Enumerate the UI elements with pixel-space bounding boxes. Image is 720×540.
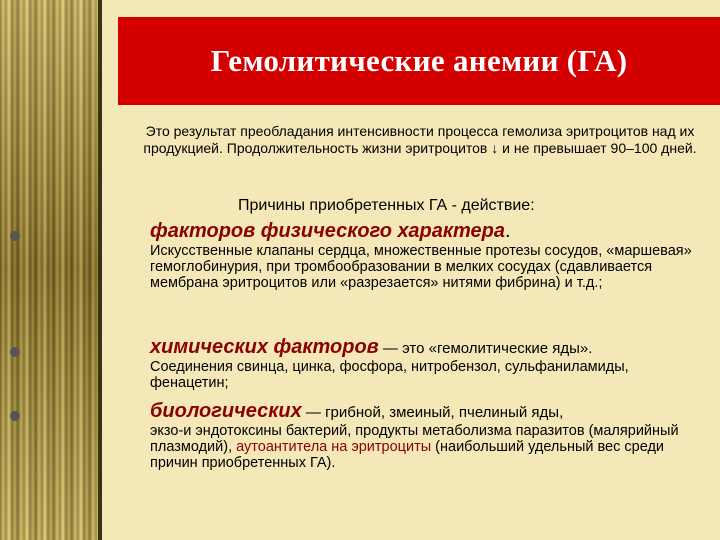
decorative-divider xyxy=(98,0,102,540)
cause-lead xyxy=(150,400,710,423)
causes-heading: Причины приобретенных ГА - действие: xyxy=(238,197,535,214)
title-banner xyxy=(118,17,720,105)
cause-description: Искусственные клапаны сердца, множественные протезы сосудов, «маршевая» гемоглобинурия, при тромбообразовании в мелких сосудах (сдавливается мембрана эритроцитов или «разрезается» нитями фибрина) и т.д.; xyxy=(150,243,692,291)
cause-lead-emphasis: биологических xyxy=(150,400,302,422)
cause-lead-suffix: — это «гемолитические яды». xyxy=(378,340,593,357)
cause-description-part: экзо-и эндотоксины бактерий, продукты метаболизма паразитов (малярийный плазмодий), xyxy=(150,423,679,455)
cause-lead xyxy=(150,220,710,243)
cause-item-chemical xyxy=(150,336,710,391)
cause-lead-suffix: . xyxy=(505,220,511,242)
cause-lead-emphasis: факторов физического характера xyxy=(150,220,505,242)
decorative-gold-bar xyxy=(0,0,98,540)
cause-lead-suffix: — грибной, змеиный, пчелиный яды, xyxy=(301,404,564,421)
cause-lead xyxy=(150,336,710,359)
bullet-icon xyxy=(10,347,20,357)
cause-description-part: (наибольший удельный вес среди причин приобретенных ГА). xyxy=(150,439,664,471)
cause-lead-emphasis: химических факторов xyxy=(150,336,379,358)
bullet-icon xyxy=(10,411,20,421)
slide-title: Гемолитические анемии (ГА) xyxy=(210,43,628,78)
bullet-icon xyxy=(10,231,20,241)
cause-item-physical xyxy=(150,220,710,291)
cause-description: Соединения свинца, цинка, фосфора, нитробензол, сульфаниламиды, фенацетин; xyxy=(150,359,629,391)
intro-paragraph: Это результат преобладания интенсивности процесса гемолиза эритроцитов над их продукцией. Продолжительность жизни эритроцитов ↓ и не превышает 90–100 дней. xyxy=(143,123,697,156)
cause-description xyxy=(150,423,710,471)
cause-description-highlight: аутоантитела на эритроциты xyxy=(236,439,432,455)
cause-item-biological xyxy=(150,400,710,471)
